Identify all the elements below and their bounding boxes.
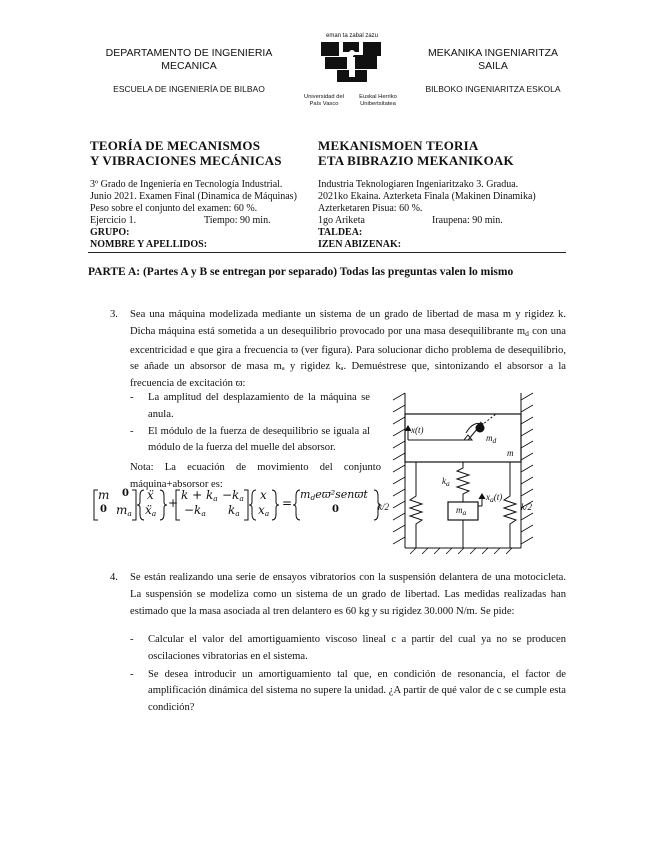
q4-bullet-1-text: Calcular el valor del amortiguamiento viscoso lineal c a partir del cual ya no se producen oscilaciones vibratorias en el sistema. bbox=[148, 634, 566, 662]
eq-k22-main: k bbox=[228, 503, 236, 517]
q4-bullet-1 bbox=[130, 632, 566, 666]
mechanical-system-figure bbox=[378, 388, 553, 554]
motion-equation bbox=[92, 488, 382, 522]
part-title: PARTE A: (Partes A y B se entregan por separado) Todas las preguntas valen lo mismo bbox=[88, 266, 514, 278]
q4-bullet-2-text: Se desea introducir un amortiguamiento tal que, en condición de resonancia, el factor de amplificación dinámica del sistema no supere la unidad. ¿A partir de qué valor de c se cumple esta condición? bbox=[148, 668, 566, 714]
fig-xa-rest: (t) bbox=[493, 492, 503, 502]
q4-number: 4. bbox=[110, 572, 118, 583]
eq-rhs-m: m bbox=[300, 488, 311, 501]
dept-eu: MEKANIKA INGENIARITZA SAILA bbox=[427, 47, 559, 72]
q3-text-1: Sea una máquina modelizada mediante un sistema de un grado de libertad de masa m y rigidez k. Dicha máquina está sometida a un desequilibrio provocado por una masa desequilibrante bbox=[130, 309, 566, 337]
info-es-line1: 3º Grado de Ingeniería en Tecnología Industrial. bbox=[90, 179, 283, 190]
figure-drawing bbox=[378, 388, 553, 554]
eq-m22-main: m bbox=[116, 503, 128, 517]
info-eu-group: TALDEA: bbox=[318, 227, 363, 238]
info-es-line2: Junio 2021. Examen Final (Dinamica de Máquinas) bbox=[90, 191, 297, 202]
fig-md-main: m bbox=[486, 433, 493, 443]
eq-m21: 0 bbox=[100, 504, 107, 515]
eq-equals: = bbox=[282, 496, 293, 510]
eq-rhs-bot: 0 bbox=[332, 504, 339, 515]
fig-k2-left: k/2 bbox=[378, 502, 389, 512]
eq-plus: + bbox=[168, 496, 179, 510]
eq-k22-sub: a bbox=[235, 509, 240, 518]
q4-dash-2: - bbox=[130, 668, 134, 680]
eq-k22 bbox=[228, 503, 240, 518]
q3-dash-2: - bbox=[130, 425, 134, 437]
eq-xadd-sub: a bbox=[151, 509, 157, 518]
fig-ka-sub: a bbox=[446, 479, 450, 488]
q3-md-label: m bbox=[516, 325, 526, 337]
info-eu bbox=[318, 179, 568, 251]
fig-md-sub: d bbox=[492, 436, 497, 445]
eq-k21-main: −k bbox=[184, 503, 202, 517]
eq-m22-sub: a bbox=[127, 509, 132, 518]
fig-xa-sub: a bbox=[490, 495, 494, 504]
fig-ka-label bbox=[442, 476, 450, 488]
info-es-group: GRUPO: bbox=[90, 227, 130, 238]
q3-bullets bbox=[130, 390, 370, 457]
eq-x: x bbox=[260, 488, 267, 502]
logo-emblem-icon bbox=[297, 39, 407, 89]
title-es-line1: TEORÍA DE MECANISMOS bbox=[90, 138, 261, 153]
eq-m22 bbox=[116, 503, 132, 518]
q3-md bbox=[517, 326, 529, 337]
info-eu-exercise: 1go Ariketa bbox=[318, 215, 365, 226]
fig-k2-right: k/2 bbox=[521, 502, 532, 512]
q3-dash-1: - bbox=[130, 392, 134, 403]
q3-note: Nota: La ecuación de movimiento del conjunto máquina+absorsor es: bbox=[130, 462, 381, 490]
info-eu-name: IZEN ABIZENAK: bbox=[318, 239, 402, 250]
fig-md-label bbox=[486, 433, 496, 445]
eq-xadd-main: ẍ bbox=[145, 503, 152, 517]
q4-dash-1: - bbox=[130, 634, 134, 645]
q3-md-sub: d bbox=[525, 328, 529, 338]
eq-k21-sub: a bbox=[201, 509, 206, 518]
q3-number: 3. bbox=[110, 309, 118, 320]
q3-text-2: con una excentricidad e que gira a frecuencia ϖ (ver figura). Para solucionar dicho problema de desequilibrio, se añade un absorsor de masa mₐ y rigidez kₐ. Demuéstrese que, sintonizando el absorsor a la frecuencia de excitación ϖ: bbox=[130, 325, 566, 390]
eq-k11 bbox=[181, 488, 218, 503]
title-eu-line1: MEKANISMOEN TEORIA bbox=[318, 138, 479, 153]
fig-ma-main: m bbox=[456, 505, 463, 515]
q3-bullet-1 bbox=[130, 390, 370, 424]
part-divider bbox=[88, 252, 566, 253]
fig-x-label: x(t) bbox=[411, 425, 424, 435]
eq-xdd: ẍ bbox=[147, 488, 154, 502]
fig-ma-label bbox=[456, 505, 466, 517]
eq-k21 bbox=[184, 503, 206, 518]
school-es: ESCUELA DE INGENIERÍA DE BILBAO bbox=[113, 84, 265, 94]
eq-xa-sub: a bbox=[264, 509, 270, 518]
eq-m11: m bbox=[98, 488, 110, 502]
eq-xa-main: x bbox=[258, 503, 265, 517]
eq-xadd bbox=[145, 503, 156, 518]
eq-k11-main: k + k bbox=[181, 488, 214, 502]
q3-bullet-1-text: La amplitud del desplazamiento de la máquina se anula. bbox=[148, 392, 370, 420]
q4-bullets bbox=[130, 632, 566, 717]
info-es-name: NOMBRE Y APELLIDOS: bbox=[90, 239, 208, 250]
logo-text-eu: Euskal Herriko Unibertsitatea bbox=[359, 94, 397, 107]
title-es-line2: Y VIBRACIONES MECÁNICAS bbox=[90, 153, 282, 168]
dept-es-text: DEPARTAMENTO DE INGENIERIA MECANICA bbox=[105, 47, 273, 72]
title-eu bbox=[318, 138, 514, 168]
dept-es bbox=[100, 47, 278, 73]
eq-k12 bbox=[222, 488, 244, 503]
unbalanced-mass-dot bbox=[476, 424, 485, 433]
q3-paragraph bbox=[130, 307, 566, 393]
fig-ka-main: k bbox=[442, 476, 446, 486]
eq-rhs-sub: d bbox=[310, 493, 316, 502]
info-es bbox=[90, 179, 315, 251]
info-eu-time: Iraupena: 90 min. bbox=[432, 215, 503, 226]
info-es-line3: Peso sobre el conjunto del examen: 60 %. bbox=[90, 203, 258, 214]
eq-rhs-top bbox=[300, 488, 368, 502]
fig-xa-main: x bbox=[486, 492, 490, 502]
fig-ma-sub: a bbox=[462, 508, 467, 517]
info-es-time: Tiempo: 90 min. bbox=[204, 215, 271, 226]
fig-m-label: m bbox=[507, 448, 514, 458]
university-logo bbox=[297, 33, 407, 115]
info-es-exercise: Ejercicio 1. bbox=[90, 215, 137, 226]
info-eu-line2: 2021ko Ekaina. Azterketa Finala (Makinen Dinamika) bbox=[318, 191, 536, 202]
q4-paragraph: Se están realizando una serie de ensayos vibratorios con la suspensión delantera de una motocicleta. La suspensión se modeliza como un sistema de un grado de libertad. Las medidas realizadas han estimado que la masa asociada al tren delantero es 60 kg y su rigidez 30.000 N/m. Se pide: bbox=[130, 572, 566, 617]
title-es bbox=[90, 138, 282, 168]
q4-bullet-2 bbox=[130, 667, 566, 717]
eq-xa bbox=[258, 503, 269, 518]
eq-k12-main: −k bbox=[222, 488, 240, 502]
q3-bullet-2 bbox=[130, 424, 370, 458]
eq-k12-sub: a bbox=[239, 494, 244, 503]
eq-k11-sub: a bbox=[213, 494, 218, 503]
info-eu-line1: Industria Teknologiaren Ingeniaritzako 3. Gradua. bbox=[318, 179, 519, 190]
logo-motto: eman ta zabal zazu bbox=[325, 33, 379, 39]
eq-m12: 0 bbox=[122, 488, 129, 499]
q3-bullet-2-text: El módulo de la fuerza de desequilibrio se iguala al módulo de la fuerza del muelle del absorsor. bbox=[148, 425, 370, 454]
title-eu-line2: ETA BIBRAZIO MEKANIKOAK bbox=[318, 153, 514, 168]
logo-text-es: Universidad del País Vasco bbox=[304, 94, 344, 107]
info-eu-line3: Azterketaren Pisua: 60 %. bbox=[318, 203, 423, 214]
school-eu: BILBOKO INGENIARITZA ESKOLA bbox=[425, 84, 561, 94]
eq-rhs-rest: eϖ²senϖt bbox=[315, 488, 368, 501]
fig-xa-label bbox=[486, 492, 502, 504]
